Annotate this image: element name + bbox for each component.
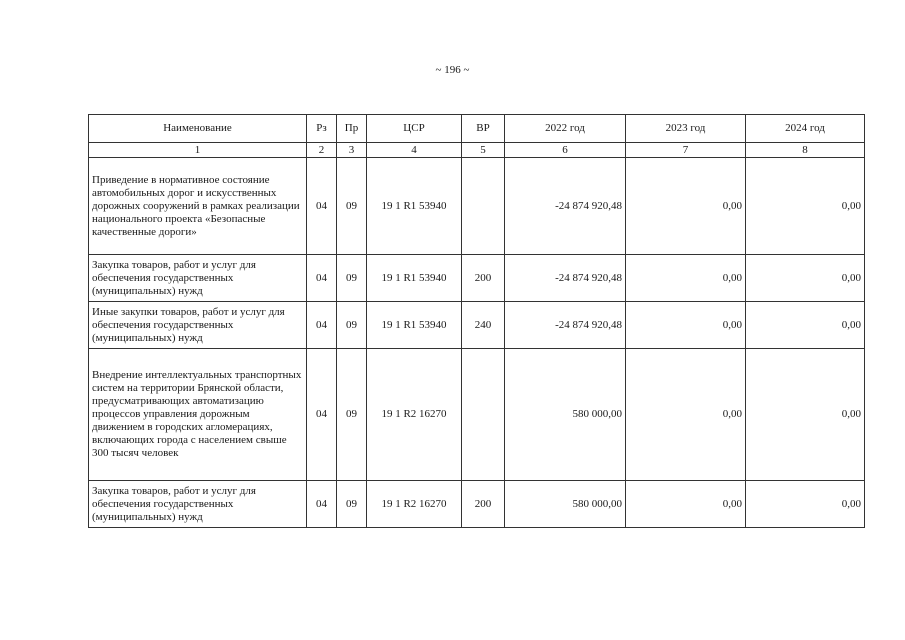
row-vr: 240 [462,302,505,349]
row-rz: 04 [307,481,337,528]
row-2024: 0,00 [746,302,865,349]
table-row [89,349,865,481]
row-2023: 0,00 [626,255,746,302]
header-name: Наименование [89,115,307,143]
column-number: 2 [307,143,337,158]
row-2023: 0,00 [626,158,746,255]
row-2022: 580 000,00 [505,349,626,481]
header-2022: 2022 год [505,115,626,143]
header-2023: 2023 год [626,115,746,143]
row-name: Приведение в нормативное состояние автомобильных дорог и искусственных дорожных сооружений в рамках реализации национального проекта «Безопасные качественные дороги» [89,158,307,255]
column-number: 4 [367,143,462,158]
row-2023: 0,00 [626,349,746,481]
row-csr: 19 1 R2 16270 [367,349,462,481]
column-number: 8 [746,143,865,158]
row-2024: 0,00 [746,255,865,302]
row-2024: 0,00 [746,158,865,255]
row-vr: 200 [462,255,505,302]
header-pr: Пр [337,115,367,143]
row-rz: 04 [307,349,337,481]
column-number: 3 [337,143,367,158]
header-csr: ЦСР [367,115,462,143]
row-name: Закупка товаров, работ и услуг для обеспечения государственных (муниципальных) нужд [89,481,307,528]
budget-table [88,114,865,528]
header-rz: Рз [307,115,337,143]
row-csr: 19 1 R1 53940 [367,255,462,302]
row-pr: 09 [337,302,367,349]
row-pr: 09 [337,349,367,481]
column-number: 7 [626,143,746,158]
header-row [89,115,865,143]
row-2024: 0,00 [746,481,865,528]
table-row [89,255,865,302]
row-vr [462,158,505,255]
row-2024: 0,00 [746,349,865,481]
table-row [89,158,865,255]
table-row [89,481,865,528]
page-number: ~ 196 ~ [435,64,470,76]
header-2024: 2024 год [746,115,865,143]
row-name: Закупка товаров, работ и услуг для обеспечения государственных (муниципальных) нужд [89,255,307,302]
row-2022: 580 000,00 [505,481,626,528]
row-pr: 09 [337,481,367,528]
table-row [89,302,865,349]
column-number: 6 [505,143,626,158]
row-2023: 0,00 [626,481,746,528]
row-2023: 0,00 [626,302,746,349]
row-rz: 04 [307,302,337,349]
column-number-row [89,143,865,158]
row-2022: -24 874 920,48 [505,255,626,302]
row-rz: 04 [307,158,337,255]
header-vr: ВР [462,115,505,143]
row-rz: 04 [307,255,337,302]
row-2022: -24 874 920,48 [505,158,626,255]
row-name: Внедрение интеллектуальных транспортных систем на территории Брянской области, предусматривающих автоматизацию процессов управления дорожным движением в городских агломерациях, включающих города с населением свыше 300 тысяч человек [89,349,307,481]
column-number: 5 [462,143,505,158]
row-vr [462,349,505,481]
row-2022: -24 874 920,48 [505,302,626,349]
row-vr: 200 [462,481,505,528]
row-pr: 09 [337,255,367,302]
row-csr: 19 1 R1 53940 [367,158,462,255]
row-name: Иные закупки товаров, работ и услуг для обеспечения государственных (муниципальных) нужд [89,302,307,349]
row-csr: 19 1 R1 53940 [367,302,462,349]
row-pr: 09 [337,158,367,255]
row-csr: 19 1 R2 16270 [367,481,462,528]
column-number: 1 [89,143,307,158]
